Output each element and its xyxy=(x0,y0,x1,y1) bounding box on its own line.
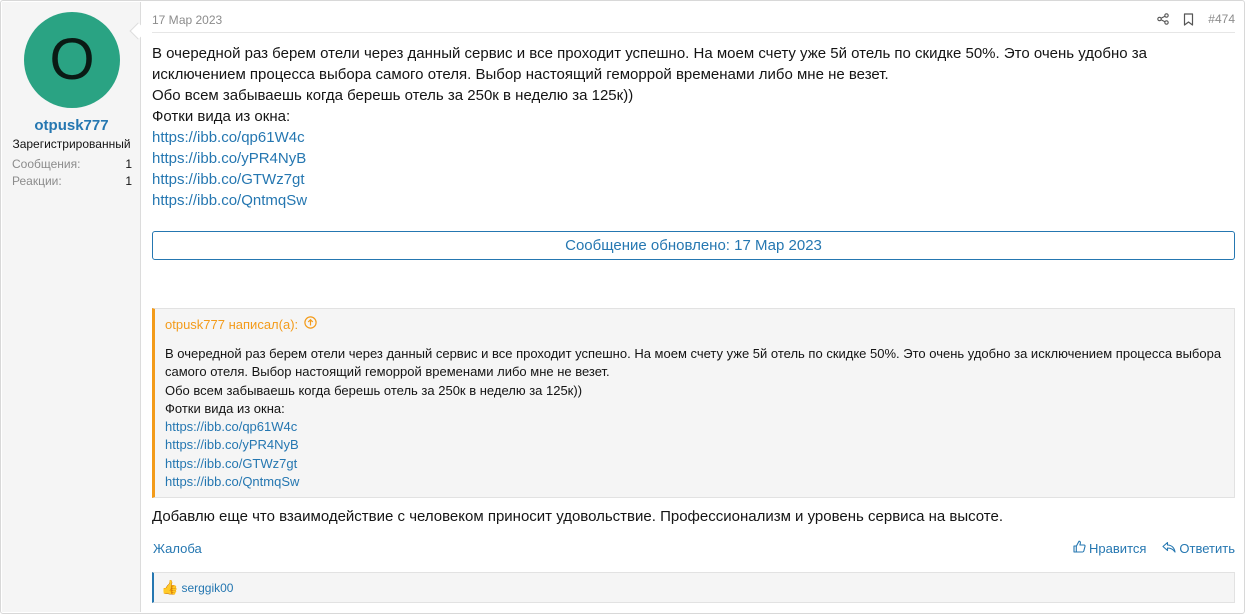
quote-paragraph: В очередной раз берем отели через данный сервис и все проходит успешно. На моем счету уже 5й отель по скидке 50%. Это очень удобно за исключением процесса выбора самого отеля. Выбор настоящий геморрой временами либо мне не везет. xyxy=(165,346,1222,380)
quote-paragraph: Обо всем забываешь когда берешь отель за 250к в неделю за 125к)) xyxy=(165,382,583,398)
quote-link[interactable]: https://ibb.co/qp61W4c xyxy=(165,419,298,435)
username-link[interactable]: otpusk777 xyxy=(34,117,109,134)
post-paragraph: Обо всем забываешь когда берешь отель за 250к в неделю за 125к)) xyxy=(152,87,634,104)
reply-icon xyxy=(1162,541,1176,556)
post-updated-button[interactable]: Сообщение обновлено: 17 Мар 2023 xyxy=(152,231,1235,260)
quote-block xyxy=(152,308,1235,498)
post-actions xyxy=(1073,540,1235,556)
arrow-up-circle-icon[interactable] xyxy=(304,316,317,332)
avatar[interactable]: O xyxy=(24,12,120,108)
stat-reactions xyxy=(12,174,132,188)
image-link[interactable]: https://ibb.co/qp61W4c xyxy=(152,129,305,146)
reply-label: Ответить xyxy=(1179,540,1235,556)
post-date[interactable]: 17 Мар 2023 xyxy=(152,13,223,27)
stat-value: 1 xyxy=(125,174,132,188)
thumbs-up-icon xyxy=(1073,540,1086,556)
reply-button[interactable] xyxy=(1162,540,1235,556)
stat-label: Реакции: xyxy=(12,174,62,188)
reaction-user-link[interactable]: serggik00 xyxy=(181,580,234,595)
image-link[interactable]: https://ibb.co/GTWz7gt xyxy=(152,171,305,188)
thumbs-up-emoji-icon: 👍 xyxy=(161,579,179,595)
image-link[interactable]: https://ibb.co/yPR4NyB xyxy=(152,150,307,167)
quote-link[interactable]: https://ibb.co/yPR4NyB xyxy=(165,437,299,453)
reactions-bar xyxy=(152,572,1235,603)
bookmark-icon[interactable] xyxy=(1183,13,1194,26)
like-label: Нравится xyxy=(1089,540,1147,556)
stat-label: Сообщения: xyxy=(12,157,81,171)
quote-paragraph: Фотки вида из окна: xyxy=(165,400,285,416)
user-title: Зарегистрированный xyxy=(12,137,131,151)
image-link[interactable]: https://ibb.co/QntmqSw xyxy=(152,192,308,209)
stat-messages xyxy=(12,157,132,171)
quote-header[interactable] xyxy=(165,316,317,332)
quote-body xyxy=(165,345,1225,491)
post-added-text: Добавлю еще что взаимодействие с человеком приносит удовольствие. Профессионализм и уровень сервиса на высоте. xyxy=(152,508,1004,525)
post-paragraph: В очередной раз берем отели через данный сервис и все проходит успешно. На моем счету уже 5й отель по скидке 50%. Это очень удобно за исключением процесса выбора самого отеля. Выбор настоящий геморрой временами либо мне не везет. xyxy=(152,45,1147,83)
stat-value: 1 xyxy=(125,157,132,171)
quote-link[interactable]: https://ibb.co/QntmqSw xyxy=(165,474,300,490)
share-icon[interactable] xyxy=(1157,13,1169,25)
post-paragraph: Фотки вида из окна: xyxy=(152,108,291,125)
user-sidebar xyxy=(2,2,141,612)
post-number[interactable]: #474 xyxy=(1208,12,1235,26)
post-header xyxy=(152,12,1235,33)
report-link[interactable]: Жалоба xyxy=(153,541,202,556)
post-header-actions xyxy=(1157,12,1235,26)
post-body xyxy=(152,43,1235,211)
post-footer xyxy=(152,540,1235,558)
like-button[interactable] xyxy=(1073,540,1146,556)
quote-link[interactable]: https://ibb.co/GTWz7gt xyxy=(165,455,298,471)
quote-author[interactable]: otpusk777 написал(а): xyxy=(165,316,299,332)
